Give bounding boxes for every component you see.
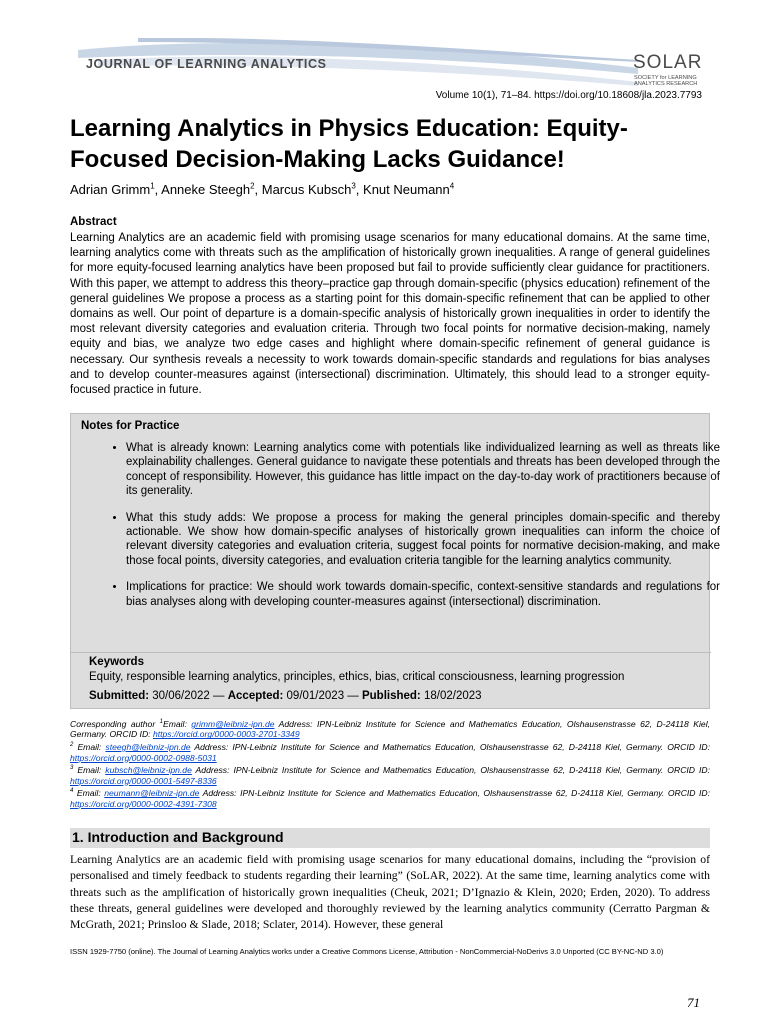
footnote: Corresponding author $^1$Email: grimm@leibniz-ipn.de Address: IPN-Leibniz Institute for Science and Mathematics Education, Olshausenstrasse 62, D-24118 Kiel, Germany. ORCID ID: https://orcid.org/0000-0003-2701-3349	[70, 718, 710, 740]
footnote: $^4$ Email: neumann@leibniz-ipn.de Address: IPN-Leibniz Institute for Science and Mathematics Education, Olshausenstrasse 62, D-24118 Kiel, Germany. ORCID ID: https://orcid.org/0000-0002-4391-7308	[70, 788, 710, 809]
author-list	[70, 182, 454, 197]
orcid-link[interactable]: https://orcid.org/0000-0002-4391-7308	[70, 798, 217, 809]
publication-dates: Submitted: 30/06/2022 — Accepted: 09/01/2023 — Published: 18/02/2023	[89, 690, 482, 702]
footnote: $^2$ Email: steegh@leibniz-ipn.de Address: IPN-Leibniz Institute for Science and Mathematics Education, Olshausenstrasse 62, D-24118 Kiel, Germany. ORCID ID: https://orcid.org/0000-0002-0988-5031	[70, 741, 710, 763]
author: Knut Neumann$^4$	[363, 182, 455, 198]
list-item: • What is already known: Learning analytics come with potentials like individualized learning as well as threats like explainability challenges. General guidance to navigate these potentials and threats has been developed through the concept of responsibility. However, this guidance has little impact on the day-to-day work of practitioners because of its generality.	[126, 441, 720, 499]
license-note: ISSN 1929-7750 (online). The Journal of Learning Analytics works under a Creative Commons License, Attribution - NonCommercial-NoDerivs 3.0 Unported (CC BY-NC-ND 3.0)	[70, 947, 664, 956]
list-item: • What this study adds: We propose a process for making the general principles domain-specific and thereby actionable. We show how domain-specific analyses of historically grown inequalities can inform the choice of relevant diversity categories and evaluation criteria, suggest focal points for normative decision-making, and make those focal points, diversity categories, and evaluation criteria tangible for the learning analytics community.	[126, 511, 720, 569]
keywords-heading: Keywords	[89, 656, 144, 668]
solar-logo-word: SOLAR	[633, 52, 703, 73]
orcid-link[interactable]: https://orcid.org/0000-0003-2701-3349	[152, 729, 300, 740]
section-heading: 1. Introduction and Background	[72, 829, 284, 845]
paper-title: Learning Analytics in Physics Education: Equity-Focused Decision-Making Lacks Guidance!	[70, 115, 628, 173]
email-link[interactable]: steegh@leibniz-ipn.de	[105, 741, 191, 752]
author: Adrian Grimm$^1$,	[70, 182, 162, 198]
journal-name: JOURNAL OF LEARNING ANALYTICS	[86, 57, 327, 71]
abstract-text: Learning Analytics are an academic field with promising usage scenarios for many educational domains. At the same time, learning analytics come with threats such as the amplification of historically grown inequalities. A range of general guidelines for more equity-focused learning analytics have been proposed but fail to provide sufficiently clear guidance for practitioners. With this paper, we attempt to address this theory–practice gap through domain-specific (physics education) refinement of the general guidelines We propose a process as a starting point for this domain-specific refinement that can be applied to other domains as well. Our point of departure is a domain-specific analysis of historically grown inequalities in order to identify the most relevant diversity categories and evaluation criteria. Through two focal points for normative decision-making, namely equity and bias, we analyze two edge cases and highlight where domain-specific refinement of general guidance is necessary. Our synthesis reveals a necessity to work towards domain-specific standards and regulations for bias analyses and to develop counter-measures against (intersectional) discrimination. Ultimately, this should lead to a stronger equity-focused practice in future.	[70, 232, 710, 397]
author: Marcus Kubsch$^3$,	[261, 182, 364, 198]
email-link[interactable]: grimm@leibniz-ipn.de	[191, 718, 275, 729]
notes-section	[71, 414, 720, 653]
notes-list	[106, 441, 720, 621]
volume-doi-line: Volume 10(1), 71–84. https://doi.org/10.18608/jla.2023.7793	[435, 90, 702, 101]
section-heading-bar	[70, 828, 710, 848]
notes-heading: Notes for Practice	[81, 420, 180, 432]
page-number: 71	[687, 995, 700, 1010]
notes-for-practice-box	[70, 413, 720, 709]
list-item: • Implications for practice: We should work towards domain-specific, context-sensitive standards and regulations for bias analyses along with developing counter-measures against (intersectional) discrimination.	[126, 580, 720, 609]
email-link[interactable]: kubsch@leibniz-ipn.de	[105, 764, 192, 775]
footnote: $^3$ Email: kubsch@leibniz-ipn.de Address: IPN-Leibniz Institute for Science and Mathematics Education, Olshausenstrasse 62, D-24118 Kiel, Germany. ORCID ID: https://orcid.org/0000-0001-5497-8336	[70, 764, 710, 786]
author: Anneke Steegh$^2$,	[161, 182, 262, 198]
email-link[interactable]: neumann@leibniz-ipn.de	[104, 788, 200, 798]
solar-logo-subtitle: SOCIETY for LEARNING ANALYTICS RESEARCH	[634, 75, 698, 87]
author-footnotes	[70, 717, 710, 809]
keywords-text: Equity, responsible learning analytics, principles, ethics, bias, critical consciousness, learning progression	[89, 671, 625, 683]
orcid-link[interactable]: https://orcid.org/0000-0002-0988-5031	[70, 752, 217, 763]
orcid-link[interactable]: https://orcid.org/0000-0001-5497-8336	[70, 775, 217, 786]
intro-paragraph: Learning Analytics are an academic field with promising usage scenarios for many educational domains, including the “provision of personalised and timely feedback to students regarding their learning” (SoLAR, 2022). At the same time, learning analytics come with threats such as the amplification of historically grown inequalities (Cheuk, 2021; D’Ignazio & Klein, 2020; Erden, 2020). To address these threats, general guidelines were developed and thoroughly reviewed by the learning analytics community (Cerratto Pargman & McGrath, 2021; Prinsloo & Slade, 2018; Sclater, 2014). However, these general	[70, 853, 710, 932]
abstract-heading: Abstract	[70, 216, 117, 228]
